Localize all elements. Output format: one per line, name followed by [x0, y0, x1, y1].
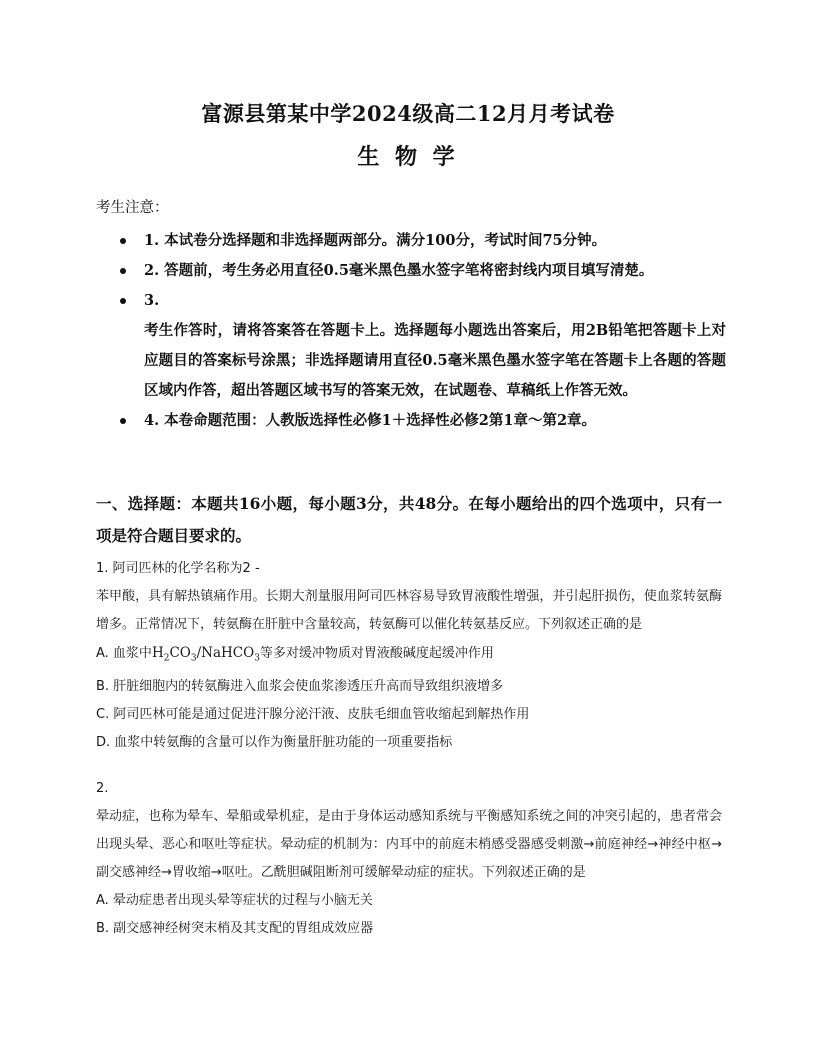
question-number-line: 2.	[96, 781, 109, 796]
formula-part: /NaHCO	[196, 645, 255, 661]
notice-list	[96, 226, 726, 436]
notice-item-text: 1. 本试卷分选择题和非选择题两部分。满分100分，考试时间75分钟。	[144, 232, 607, 249]
notice-item-3-body: 考生作答时，请将答案答在答题卡上。选择题每小题选出答案后，用2B铅笔把答题卡上对应题目的答案标号涂黑；非选择题请用直径0.5毫米黑色墨水签字笔在答题卡上各题的答题区域内作答，超出答题区域书写的答案无效，在试题卷、草稿纸上作答无效。	[144, 322, 726, 399]
notice-item	[96, 406, 726, 436]
formula-part: H	[151, 645, 164, 661]
option-b: B. 肝脏细胞内的转氨酶进入血浆会使血浆渗透压升高而导致组织液增多	[96, 678, 504, 694]
notice-item	[96, 256, 726, 286]
bullet-icon	[120, 298, 126, 304]
notice-item	[96, 226, 726, 256]
notice-item-text: 3.	[144, 292, 160, 309]
formula-sub: 3	[254, 653, 260, 664]
question-stem: 苯甲酸，具有解热镇痛作用。长期大剂量服用阿司匹林容易导致胃液酸性增强，并引起肝损伤，使血浆转氨酶增多。正常情况下，转氨酶在肝脏中含量较高，转氨酶可以催化转氨基反应。下列叙述正确的是	[96, 589, 722, 632]
formula-part: CO	[169, 645, 191, 661]
question-stem: 晕动症，也称为晕车、晕船或晕机症，是由于身体运动感知系统与平衡感知系统之间的冲突引起的，患者常会出现头晕、恶心和呕吐等症状。晕动症的机制为：内耳中的前庭末梢感受器感受刺激→前庭神经→神经中枢→副交感神经→胃收缩→呕吐。乙酰胆碱阻断剂可缓解晕动症的症状。下列叙述正确的是	[96, 809, 722, 880]
question-number-line: 1. 阿司匹林的化学名称为2 -	[96, 561, 260, 576]
notice-item-text: 2. 答题前，考生务必用直径0.5毫米黑色墨水签字笔将密封线内项目填写清楚。	[144, 262, 654, 279]
bullet-icon	[120, 268, 126, 274]
option-b: B. 副交感神经树突末梢及其支配的胃组成效应器	[96, 921, 374, 936]
option-a-suffix: 等多对缓冲物质对胃液酸碱度起缓冲作用	[259, 646, 494, 661]
formula-sub: 3	[190, 653, 197, 664]
bullet-icon	[120, 418, 126, 424]
option-a	[96, 639, 722, 673]
formula-sub: 2	[163, 653, 170, 664]
notice-heading: 考生注意：	[96, 200, 169, 216]
subject-title: 生 物 学	[357, 144, 459, 170]
chemical-formula	[151, 645, 260, 664]
question-1	[96, 555, 722, 757]
section-heading: 一、选择题：本题共16小题，每小题3分，共48分。在每小题给出的四个选项中，只有一项是符合题目要求的。	[96, 494, 722, 545]
question-2	[96, 775, 722, 943]
notice-item-text: 4. 本卷命题范围：人教版选择性必修1＋选择性必修2第1章～第2章。	[144, 412, 597, 429]
option-d: D. 血浆中转氨酶的含量可以作为衡量肝脏功能的一项重要指标	[96, 734, 453, 750]
option-a: A. 晕动症患者出现头晕等症状的过程与小脑无关	[96, 893, 373, 908]
option-c: C. 阿司匹林可能是通过促进汗腺分泌汗液、皮肤毛细血管收缩起到解热作用	[96, 706, 530, 722]
option-a-prefix: A. 血浆中	[96, 646, 152, 661]
bullet-icon	[120, 238, 126, 244]
notice-item	[96, 286, 726, 406]
exam-title: 富源县第某中学2024级高二12月月考试卷	[201, 101, 615, 126]
